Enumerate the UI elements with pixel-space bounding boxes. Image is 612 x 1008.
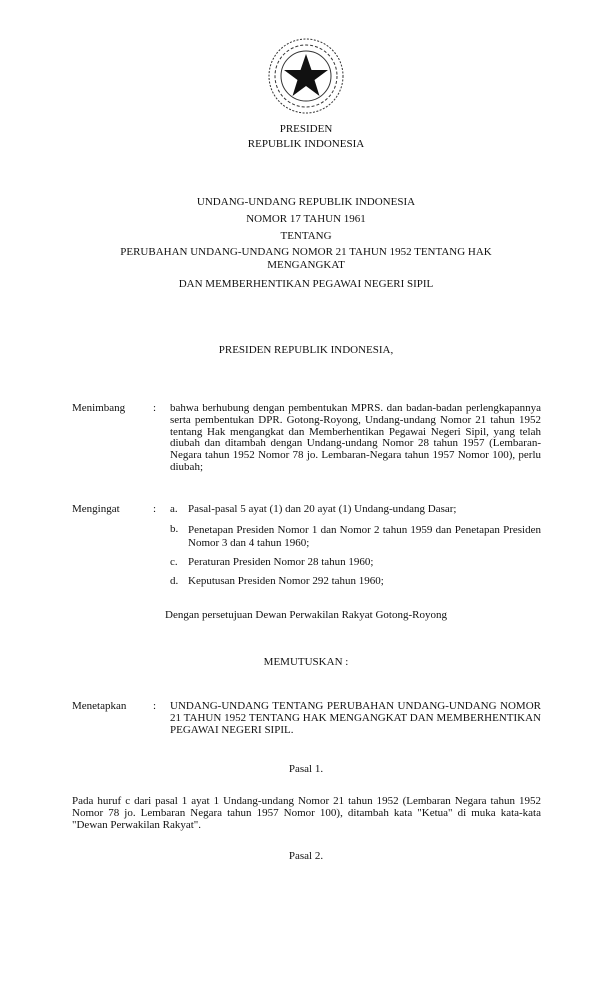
title-line: NOMOR 17 TAHUN 1961 [246, 213, 366, 225]
header-president: PRESIDEN [279, 123, 333, 135]
menimbang-text: bahwa berhubung dengan pembentukan MPRS. dan badan-badan perlengkapannya serta pembentukan DPR. Gotong-Royong, Undang-undang Nomor 21 tahun 1952 tentang Hak mengangkat dan Memberhentikan Pegawai Negeri Sipil, yang telah diubah dan ditambah dengan Undang-undang Nomor 28 tahun 1957 (Lembaran-Negara tahun 1952 Nomor 78 jo. Lembaran-Negara tahun 1957 Nomor 100), perlu diubah; [170, 402, 541, 473]
list-item: d. Keputusan Presiden Nomor 292 tahun 1960; [170, 575, 384, 587]
menetapkan-text: UNDANG-UNDANG TENTANG PERUBAHAN UNDANG-UNDANG NOMOR 21 TAHUN 1952 TENTANG HAK MENGANGKAT DAN MEMBERHENTIKAN PEGAWAI NEGERI SIPIL. [170, 700, 541, 736]
title-line: TENTANG [280, 230, 332, 242]
colon: : [153, 402, 157, 414]
header-republic: REPUBLIK INDONESIA [247, 138, 365, 150]
list-item: a. Pasal-pasal 5 ayat (1) dan 20 ayat (1) Undang-undang Dasar; [170, 503, 457, 515]
menimbang-label: Menimbang [72, 402, 126, 414]
pasal-1-heading: Pasal 1. [288, 763, 324, 775]
list-item: c. Peraturan Presiden Nomor 28 tahun 1960; [170, 556, 374, 568]
title-line: PERUBAHAN UNDANG-UNDANG NOMOR 21 TAHUN 1952 TENTANG HAK [120, 246, 492, 258]
garuda-star-emblem-icon [266, 36, 346, 116]
colon: : [153, 503, 157, 515]
mengingat-label: Mengingat [72, 503, 120, 515]
preamble: PRESIDEN REPUBLIK INDONESIA, [218, 344, 394, 356]
title-line: UNDANG-UNDANG REPUBLIK INDONESIA [196, 196, 416, 208]
colon: : [153, 700, 157, 712]
pasal-2-heading: Pasal 2. [288, 850, 324, 862]
pasal-1-text: Pada huruf c dari pasal 1 ayat 1 Undang-undang Nomor 21 tahun 1952 (Lembaran Negara tahun 1952 Nomor 78 jo. Lembaran Negara tahun 1957 Nomor 100), ditambah kata "Ketua" di muka kata-kata "Dewan Perwakilan Rakyat". [72, 795, 541, 831]
memutuskan: MEMUTUSKAN : [263, 656, 349, 668]
title-line: DAN MEMBERHENTIKAN PEGAWAI NEGERI SIPIL [178, 278, 434, 290]
persetujuan: Dengan persetujuan Dewan Perwakilan Rakyat Gotong-Royong [165, 609, 447, 621]
list-item: b. Penetapan Presiden Nomor 1 dan Nomor 2 tahun 1959 dan Penetapan Presiden Nomor 3 dan 4 tahun 1960; [170, 523, 541, 549]
title-line: MENGANGKAT [267, 259, 345, 271]
menetapkan-label: Menetapkan [72, 700, 127, 712]
